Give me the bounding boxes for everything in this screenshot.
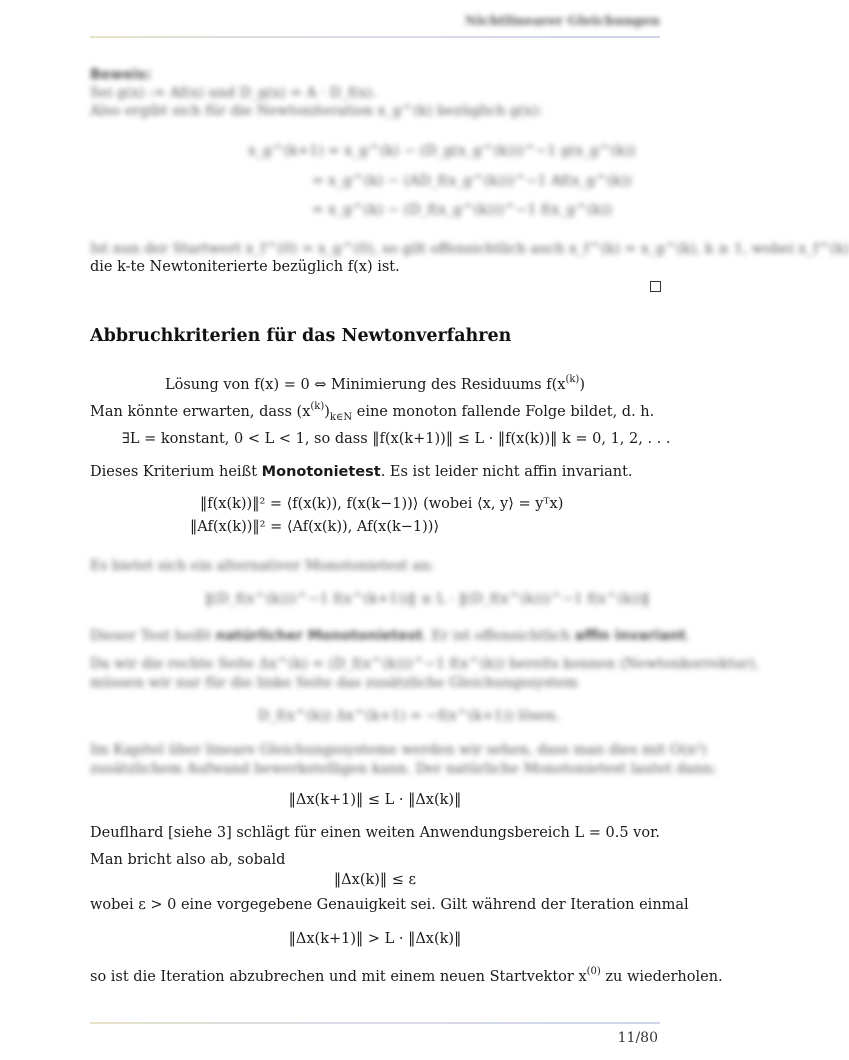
- footer-rule: [90, 1022, 660, 1024]
- residual-statement: Lösung von f(x) = 0 ⇔ Minimierung des Residuums $f(x^{(k)})$: [165, 374, 585, 393]
- paragraph-deuflhard: Deuflhard [siehe 3] schlägt für einen weiten Anwendungsbereich L = 0.5 vor.: [90, 825, 661, 841]
- natural-test-equation: ‖Δx(k+1)‖ ≤ L · ‖Δx(k)‖: [288, 792, 462, 808]
- paragraph-stop-condition: Man bricht also ab, sobald: [90, 852, 286, 868]
- paragraph-additional-system: müssen wir nur für die linke Seite das zusätzliche Gleichungssystem: [90, 675, 578, 691]
- paragraph-restart: so ist die Iteration abzubrechen und mit einem neuen Startvektor $x^{(0)}$ zu wiederholen.: [90, 966, 723, 985]
- proof-equation-1: x_g^(k+1) = x_g^(k) − (D_g(x_g^(k)))^−1 g(x_g^(k)): [248, 143, 636, 159]
- paragraph-monotonietest: Dieses Kriterium heißt Monotonietest. Es ist leider nicht affin invariant.: [90, 464, 633, 480]
- proof-equation-3: = x_g^(k) − (D_f(x_g^(k)))^−1 f(x_g^(k)): [312, 202, 612, 218]
- monotonicity-equation: ∃L = konstant, 0 < L < 1, so dass ‖f(x(k+1))‖ ≤ L · ‖f(x(k))‖ k = 0, 1, 2, . . .: [122, 431, 671, 447]
- proof-line-3: Ist nun der Startwert x_f^(0) = x_g^(0), so gilt offensichtlich auch x_f^(k) = x_g^(k), k ≥ 1, wobei x_f^(k): [90, 241, 849, 257]
- paragraph-monotone-expectation: Man könnte erwarten, dass $(x^{(k)})_{k\in N}$ eine monoton fallende Folge bildet, d. h.: [90, 401, 655, 423]
- paragraph-newton-correction: Da wir die rechte Seite Δx^(k) = (D_f(x^(k)))^−1 f(x^(k)) bereits kennen (Newtonkorrektur),: [90, 656, 760, 672]
- paragraph-natural-test-form: zusätzlichem Aufwand bewerkstelligen kann. Der natürliche Monotonietest lautet dann:: [90, 761, 717, 777]
- paragraph-alternative-test: Es bietet sich ein alternativer Monotonietest an:: [90, 558, 435, 574]
- additional-system-equation: D_f(x^(k)) Δx^(k+1) = −f(x^(k+1)) lösen.: [258, 708, 561, 724]
- proof-equation-2: = x_g^(k) − (AD_f(x_g^(k)))^−1 Af(x_g^(k)): [312, 173, 632, 189]
- norm-equation: ‖f(x(k))‖² = ⟨f(x(k)), f(x(k−1))⟩ (wobei ⟨x, y⟩ = yᵀx): [200, 496, 564, 512]
- proof-label: Beweis:: [90, 67, 152, 83]
- page-number: 11/80: [617, 1030, 658, 1046]
- restart-equation: ‖Δx(k+1)‖ > L · ‖Δx(k)‖: [288, 931, 462, 947]
- header-rule: [90, 36, 660, 38]
- running-header: Nichtlinearer Gleichungen: [464, 14, 660, 29]
- section-heading: Abbruchkriterien für das Newtonverfahren: [90, 326, 512, 346]
- proof-line-4: die k-te Newtoniterierte bezüglich f(x) ist.: [90, 259, 400, 275]
- paragraph-tolerance: wobei ε > 0 eine vorgegebene Genauigkeit sei. Gilt während der Iteration einmal: [90, 897, 689, 913]
- paragraph-linear-systems: Im Kapitel über lineare Gleichungssysteme werden wir sehen, dass man dies mit O(n²): [90, 742, 707, 758]
- proof-line-2: Also ergibt sich für die Newtoniteration x_g^(k) bezüglich g(x):: [90, 103, 543, 119]
- proof-line-1: Sei g(x) := Af(x) und D_g(x) = A · D_f(x).: [90, 85, 377, 101]
- qed-symbol: [650, 281, 661, 292]
- stop-equation: ‖Δx(k)‖ ≤ ε: [333, 872, 417, 888]
- paragraph-natural-test: Dieser Test heißt natürlicher Monotonietest. Er ist offensichtlich affin invariant.: [90, 628, 691, 644]
- norm-equation-affine-cut: ‖Af(x(k))‖² = ⟨Af(x(k)), Af(x(k−1))⟩: [190, 519, 440, 535]
- alternative-test-equation: ‖(D_f(x^(k)))^−1 f(x^(k+1))‖ ≤ L · ‖(D_f(x^(k)))^−1 f(x^(k))‖: [205, 591, 650, 607]
